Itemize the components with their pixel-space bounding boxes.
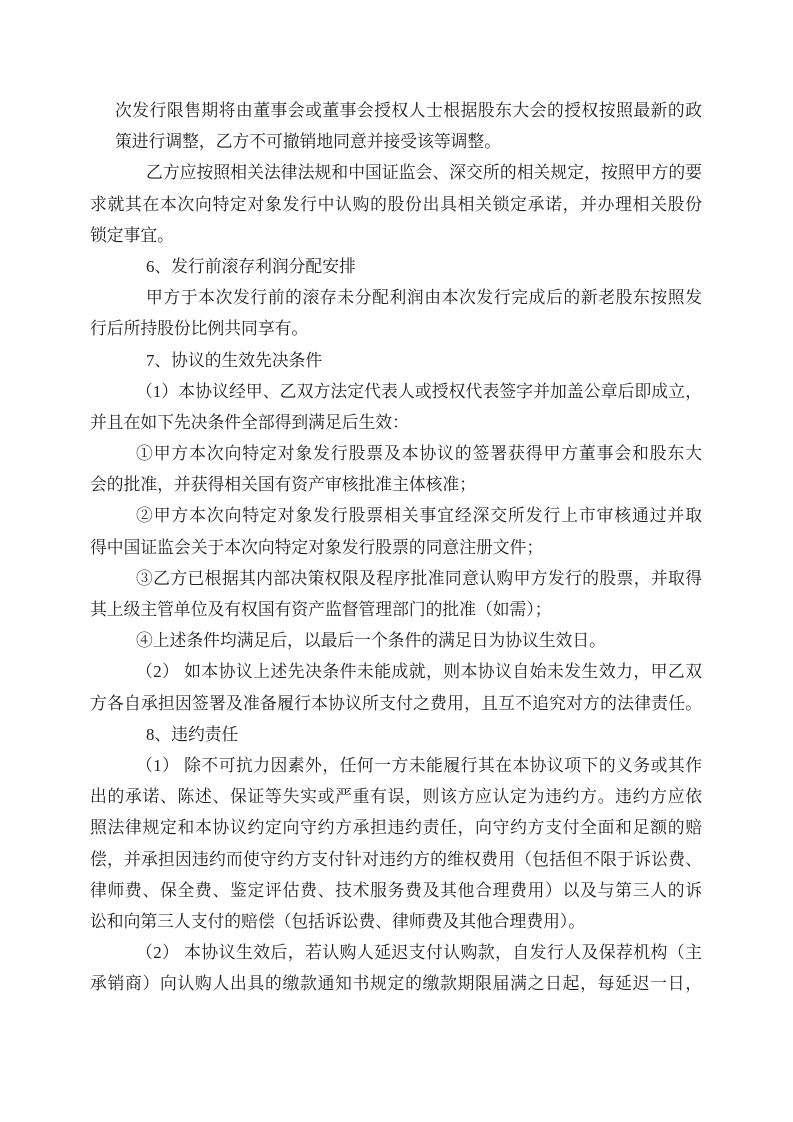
doc-line-19: （2） 如本协议上述先决条件未能成就，则本协议自始未发生效力，甲乙双 xyxy=(136,662,702,682)
doc-line-24: 照法律规定和本协议约定向守约方承担违约责任，向守约方支付全面和足额的赔 xyxy=(90,818,702,838)
doc-line-15: 得中国证监会关于本次向特定对象发行股票的同意注册文件； xyxy=(90,537,544,557)
doc-line-16: ③乙方已根据其内部决策权限及程序批准同意认购甲方发行的股票，并取得 xyxy=(136,568,702,588)
doc-line-12: ①甲方本次向特定对象发行股票及本协议的签署获得甲方董事会和股东大 xyxy=(136,444,702,464)
doc-line-27: 讼和向第三人支付的赔偿（包括诉讼费、律师费及其他合理费用）。 xyxy=(90,911,586,931)
doc-line-10: （1）本协议经甲、乙双方法定代表人或授权代表签字并加盖公章后即成立， xyxy=(136,381,702,401)
doc-line-21-heading-8: 8、违约责任 xyxy=(146,724,239,744)
contract-text-block xyxy=(90,95,702,999)
doc-line-23: 出的承诺、陈述、保证等失实或严重有误，则该方应认定为违约方。违约方应依 xyxy=(90,787,702,807)
doc-line-25: 偿，并承担因违约而使守约方支付针对违约方的维权费用（包括但不限于诉讼费、 xyxy=(90,849,702,869)
doc-line-6-heading-6: 6、发行前滚存利润分配安排 xyxy=(146,256,356,276)
doc-line-1: 次发行限售期将由董事会或董事会授权人士根据股东大会的授权按照最新的政 xyxy=(115,101,702,120)
doc-line-20: 方各自承担因签署及准备履行本协议所支付之费用，且互不追究对方的法律责任。 xyxy=(90,693,702,713)
doc-line-9-heading-7: 7、协议的生效先决条件 xyxy=(146,350,323,370)
doc-line-11: 并且在如下先决条件全部得到满足后生效： xyxy=(90,412,409,432)
doc-line-22: （1） 除不可抗力因素外，任何一方未能履行其在本协议项下的义务或其作 xyxy=(136,755,702,775)
doc-line-29: 承销商）向认购人出具的缴款通知书规定的缴款期限届满之日起，每延迟一日， xyxy=(90,974,702,994)
doc-line-18: ④上述条件均满足后，以最后一个条件的满足日为协议生效日。 xyxy=(136,631,606,651)
doc-line-26: 律师费、保全费、鉴定评估费、技术服务费及其他合理费用）以及与第三人的诉 xyxy=(90,880,702,900)
doc-line-3: 乙方应按照相关法律法规和中国证监会、深交所的相关规定，按照甲方的要 xyxy=(146,163,702,183)
doc-line-8: 行后所持股份比例共同享有。 xyxy=(90,319,309,339)
doc-line-17: 其上级主管单位及有权国有资产监督管理部门的批准（如需）； xyxy=(90,600,552,619)
doc-line-4: 求就其在本次向特定对象发行中认购的股份出具相关锁定承诺，并办理相关股份 xyxy=(90,194,702,214)
doc-line-2: 策进行调整，乙方不可撤销地同意并接受该等调整。 xyxy=(115,132,501,152)
doc-line-28: （2） 本协议生效后，若认购人延迟支付认购款，自发行人及保荐机构（主 xyxy=(136,943,702,963)
doc-line-14: ②甲方本次向特定对象发行股票相关事宜经深交所发行上市审核通过并取 xyxy=(136,506,702,526)
doc-line-7: 甲方于本次发行前的滚存未分配利润由本次发行完成后的新老股东按照发 xyxy=(146,288,702,308)
doc-line-13: 会的批准，并获得相关国有资产审核批准主体核准； xyxy=(90,475,476,495)
doc-line-5: 锁定事宜。 xyxy=(90,225,174,245)
